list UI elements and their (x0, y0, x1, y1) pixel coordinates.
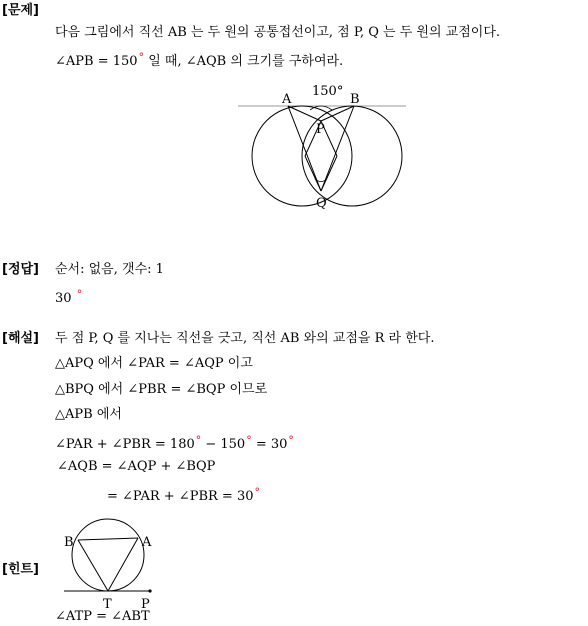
answer-value (55, 287, 82, 307)
solution-line1: △APQ 에서 ∠PAR = ∠AQP 이고 (55, 356, 253, 371)
segment-right-q (321, 156, 337, 191)
answer-label: [정답] (2, 262, 39, 277)
solution-line6-text: = ∠PAR + ∠PBR = 30 (107, 489, 254, 504)
point-label-b: B (350, 92, 360, 107)
point-label-a: A (282, 92, 292, 107)
hint-point-p-dot (148, 589, 151, 592)
point-label-p: P (316, 122, 325, 137)
degree-mark: ° (195, 434, 202, 447)
degree-mark: ° (254, 486, 260, 499)
solution-line4-part2: − 150 (201, 437, 246, 452)
answer-meta: 순서: 없음, 갯수: 1 (55, 262, 164, 277)
solution-line6 (107, 485, 260, 505)
hint-point-label-p: P (141, 597, 150, 612)
segment-left-q (305, 156, 321, 191)
solution-intro: 두 점 P, Q 를 지나는 직선을 긋고, 직선 AB 와의 교점을 R 라 한다. (55, 331, 435, 346)
hint-chord-tb (78, 540, 108, 591)
hint-circle (72, 519, 144, 591)
hint-caption: ∠ATP = ∠ABT (55, 609, 150, 624)
degree-mark: ° (76, 288, 83, 301)
solution-label: [해설] (2, 331, 39, 346)
hint-figure (58, 518, 168, 614)
solution-line2: △BPQ 에서 ∠PBR = ∠BQP 이므로 (55, 382, 268, 397)
solution-line4-part1: ∠PAR + ∠PBR = 180 (55, 437, 195, 452)
degree-mark: ° (288, 434, 294, 447)
answer-number: 30 (55, 291, 72, 306)
problem-figure (230, 80, 410, 212)
problem-text-line2 (55, 50, 343, 70)
problem-text-line1: 다음 그림에서 직선 AB 는 두 원의 공통접선이고, 점 P, Q 는 두 원의 교점이다. (55, 25, 501, 40)
problem-label: [문제] (2, 3, 39, 18)
hint-label: [힌트] (2, 562, 39, 577)
point-label-q: Q (316, 196, 327, 211)
degree-mark: ° (138, 51, 145, 64)
angle-label-150: 150° (312, 84, 344, 99)
hint-point-label-b: B (64, 535, 74, 550)
solution-line5: ∠AQB = ∠AQP + ∠BQP (57, 459, 216, 474)
solution-line3: △APB 에서 (55, 407, 122, 422)
hint-chord-ta (108, 538, 138, 591)
hint-point-label-a: A (142, 535, 152, 550)
degree-mark: ° (246, 434, 252, 447)
solution-line4-part3: = 30 (251, 437, 288, 452)
hint-chord-ab (78, 538, 138, 540)
hint-point-label-t: T (103, 597, 112, 612)
problem-angle-expression: ∠APB = 150 (55, 54, 138, 69)
solution-line4 (55, 433, 294, 453)
problem-question: 일 때, ∠AQB 의 크기를 구하여라. (144, 54, 344, 69)
